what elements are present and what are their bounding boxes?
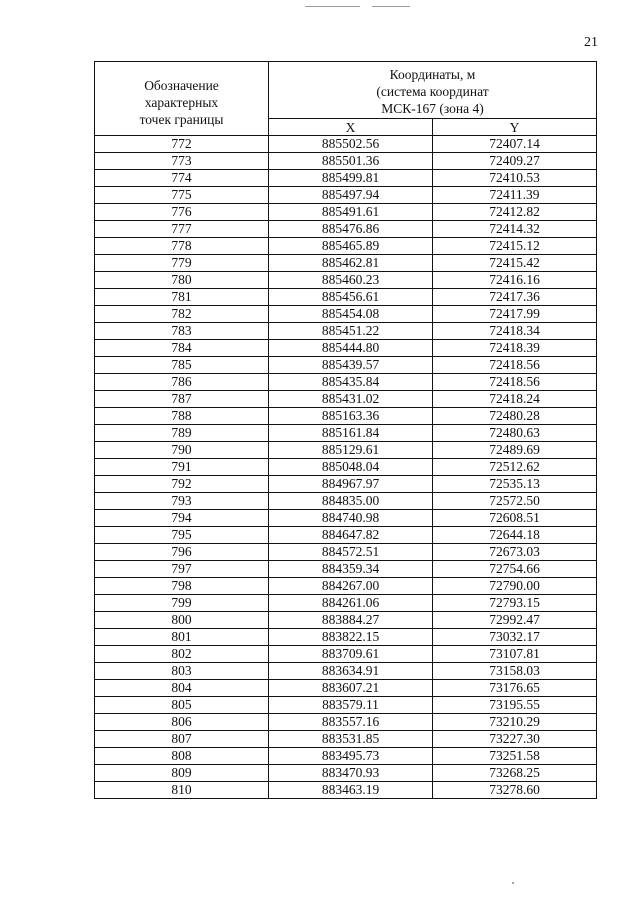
cell-point-id: 791	[95, 459, 269, 476]
cell-y: 73107.81	[433, 646, 597, 663]
cell-x: 884572.51	[269, 544, 433, 561]
table-row	[95, 357, 597, 374]
cell-x: 883531.85	[269, 731, 433, 748]
table-row	[95, 391, 597, 408]
cell-y: 72409.27	[433, 153, 597, 170]
table-row	[95, 578, 597, 595]
cell-y: 72416.16	[433, 272, 597, 289]
cell-point-id: 809	[95, 765, 269, 782]
cell-point-id: 799	[95, 595, 269, 612]
cell-y: 73278.60	[433, 782, 597, 799]
table-row	[95, 306, 597, 323]
table-row	[95, 748, 597, 765]
table-row	[95, 697, 597, 714]
table-row	[95, 782, 597, 799]
cell-point-id: 784	[95, 340, 269, 357]
cell-x: 885497.94	[269, 187, 433, 204]
cell-y: 72754.66	[433, 561, 597, 578]
cell-point-id: 785	[95, 357, 269, 374]
cell-point-id: 790	[95, 442, 269, 459]
cell-x: 885454.08	[269, 306, 433, 323]
header-point-line: точек границы	[139, 112, 224, 127]
cell-point-id: 783	[95, 323, 269, 340]
cell-x: 885161.84	[269, 425, 433, 442]
table-row	[95, 612, 597, 629]
table-row	[95, 170, 597, 187]
table-row	[95, 527, 597, 544]
cell-y: 72415.12	[433, 238, 597, 255]
cell-y: 72992.47	[433, 612, 597, 629]
table-row	[95, 459, 597, 476]
cell-y: 72489.69	[433, 442, 597, 459]
cell-x: 885431.02	[269, 391, 433, 408]
cell-y: 72512.62	[433, 459, 597, 476]
cell-x: 885439.57	[269, 357, 433, 374]
cell-point-id: 798	[95, 578, 269, 595]
cell-x: 884261.06	[269, 595, 433, 612]
table-row	[95, 493, 597, 510]
scan-speck	[512, 882, 514, 884]
cell-y: 72535.13	[433, 476, 597, 493]
header-x: X	[269, 119, 433, 136]
cell-y: 73176.65	[433, 680, 597, 697]
table-row	[95, 340, 597, 357]
cell-x: 884267.00	[269, 578, 433, 595]
table-row	[95, 187, 597, 204]
cell-point-id: 775	[95, 187, 269, 204]
cell-y: 72418.24	[433, 391, 597, 408]
cell-point-id: 795	[95, 527, 269, 544]
table-row	[95, 510, 597, 527]
cell-y: 72480.63	[433, 425, 597, 442]
cell-point-id: 794	[95, 510, 269, 527]
table-row	[95, 595, 597, 612]
header-point-designation	[95, 62, 269, 136]
cell-y: 72644.18	[433, 527, 597, 544]
cell-point-id: 787	[95, 391, 269, 408]
cell-x: 885476.86	[269, 221, 433, 238]
cell-point-id: 778	[95, 238, 269, 255]
cell-x: 884835.00	[269, 493, 433, 510]
scan-top-rule-left	[305, 6, 360, 7]
table-row	[95, 204, 597, 221]
cell-y: 72608.51	[433, 510, 597, 527]
cell-point-id: 777	[95, 221, 269, 238]
cell-point-id: 779	[95, 255, 269, 272]
cell-x: 883822.15	[269, 629, 433, 646]
cell-y: 72790.00	[433, 578, 597, 595]
table-body	[95, 136, 597, 799]
cell-y: 73251.58	[433, 748, 597, 765]
table-row	[95, 731, 597, 748]
cell-y: 72415.42	[433, 255, 597, 272]
cell-y: 72418.56	[433, 357, 597, 374]
cell-y: 72793.15	[433, 595, 597, 612]
cell-point-id: 772	[95, 136, 269, 153]
cell-point-id: 793	[95, 493, 269, 510]
cell-point-id: 792	[95, 476, 269, 493]
cell-x: 885460.23	[269, 272, 433, 289]
table-row	[95, 136, 597, 153]
cell-x: 883557.16	[269, 714, 433, 731]
cell-x: 883470.93	[269, 765, 433, 782]
cell-y: 72407.14	[433, 136, 597, 153]
cell-y: 72418.34	[433, 323, 597, 340]
cell-x: 885502.56	[269, 136, 433, 153]
cell-point-id: 773	[95, 153, 269, 170]
cell-x: 883607.21	[269, 680, 433, 697]
cell-y: 72673.03	[433, 544, 597, 561]
cell-x: 883463.19	[269, 782, 433, 799]
table-row	[95, 408, 597, 425]
table-row	[95, 323, 597, 340]
table-row	[95, 561, 597, 578]
header-point-line: характерных	[144, 95, 219, 110]
cell-x: 885501.36	[269, 153, 433, 170]
cell-x: 885451.22	[269, 323, 433, 340]
cell-y: 72418.56	[433, 374, 597, 391]
cell-x: 885444.80	[269, 340, 433, 357]
cell-point-id: 786	[95, 374, 269, 391]
cell-point-id: 782	[95, 306, 269, 323]
coordinates-table	[94, 61, 597, 799]
table-row	[95, 714, 597, 731]
header-point-line: Обозначение	[144, 78, 219, 93]
cell-y: 73268.25	[433, 765, 597, 782]
cell-y: 72414.32	[433, 221, 597, 238]
cell-point-id: 802	[95, 646, 269, 663]
cell-x: 884740.98	[269, 510, 433, 527]
cell-point-id: 788	[95, 408, 269, 425]
table-row	[95, 476, 597, 493]
cell-y: 73032.17	[433, 629, 597, 646]
cell-x: 885129.61	[269, 442, 433, 459]
cell-x: 883634.91	[269, 663, 433, 680]
table-row	[95, 221, 597, 238]
cell-x: 885456.61	[269, 289, 433, 306]
cell-x: 885499.81	[269, 170, 433, 187]
cell-x: 885163.36	[269, 408, 433, 425]
header-coords-line: Координаты, м	[389, 66, 476, 82]
cell-x: 883709.61	[269, 646, 433, 663]
cell-y: 72417.99	[433, 306, 597, 323]
cell-x: 885435.84	[269, 374, 433, 391]
table-row	[95, 765, 597, 782]
header-coordinates	[269, 62, 597, 119]
cell-x: 884647.82	[269, 527, 433, 544]
cell-y: 72411.39	[433, 187, 597, 204]
table-row	[95, 374, 597, 391]
cell-y: 72480.28	[433, 408, 597, 425]
cell-point-id: 776	[95, 204, 269, 221]
table-row	[95, 272, 597, 289]
table-header-row	[95, 62, 597, 119]
cell-point-id: 801	[95, 629, 269, 646]
cell-x: 885491.61	[269, 204, 433, 221]
cell-x: 885465.89	[269, 238, 433, 255]
table-row	[95, 425, 597, 442]
cell-point-id: 806	[95, 714, 269, 731]
cell-y: 72410.53	[433, 170, 597, 187]
cell-point-id: 789	[95, 425, 269, 442]
cell-point-id: 774	[95, 170, 269, 187]
cell-y: 73227.30	[433, 731, 597, 748]
cell-point-id: 796	[95, 544, 269, 561]
table-row	[95, 663, 597, 680]
table-row	[95, 238, 597, 255]
cell-point-id: 808	[95, 748, 269, 765]
cell-point-id: 780	[95, 272, 269, 289]
table-row	[95, 442, 597, 459]
cell-x: 885462.81	[269, 255, 433, 272]
table-row	[95, 289, 597, 306]
cell-y: 73210.29	[433, 714, 597, 731]
scan-top-rule-right	[372, 6, 410, 7]
table-row	[95, 629, 597, 646]
cell-x: 883884.27	[269, 612, 433, 629]
table-row	[95, 646, 597, 663]
table-row	[95, 544, 597, 561]
cell-y: 72417.36	[433, 289, 597, 306]
table-row	[95, 680, 597, 697]
cell-x: 884359.34	[269, 561, 433, 578]
cell-y: 72412.82	[433, 204, 597, 221]
cell-y: 72572.50	[433, 493, 597, 510]
cell-point-id: 804	[95, 680, 269, 697]
cell-y: 73195.55	[433, 697, 597, 714]
cell-y: 72418.39	[433, 340, 597, 357]
table-row	[95, 255, 597, 272]
cell-point-id: 803	[95, 663, 269, 680]
cell-point-id: 807	[95, 731, 269, 748]
cell-point-id: 781	[95, 289, 269, 306]
page-number: 21	[584, 35, 598, 50]
cell-point-id: 797	[95, 561, 269, 578]
cell-point-id: 805	[95, 697, 269, 714]
cell-x: 883495.73	[269, 748, 433, 765]
header-coords-line: (система координат	[376, 83, 489, 99]
cell-x: 885048.04	[269, 459, 433, 476]
cell-x: 883579.11	[269, 697, 433, 714]
table-row	[95, 153, 597, 170]
header-y: Y	[433, 119, 597, 136]
cell-point-id: 800	[95, 612, 269, 629]
cell-y: 73158.03	[433, 663, 597, 680]
header-coords-line: МСК-167 (зона 4)	[381, 100, 484, 116]
cell-point-id: 810	[95, 782, 269, 799]
cell-x: 884967.97	[269, 476, 433, 493]
table-header	[95, 62, 597, 136]
